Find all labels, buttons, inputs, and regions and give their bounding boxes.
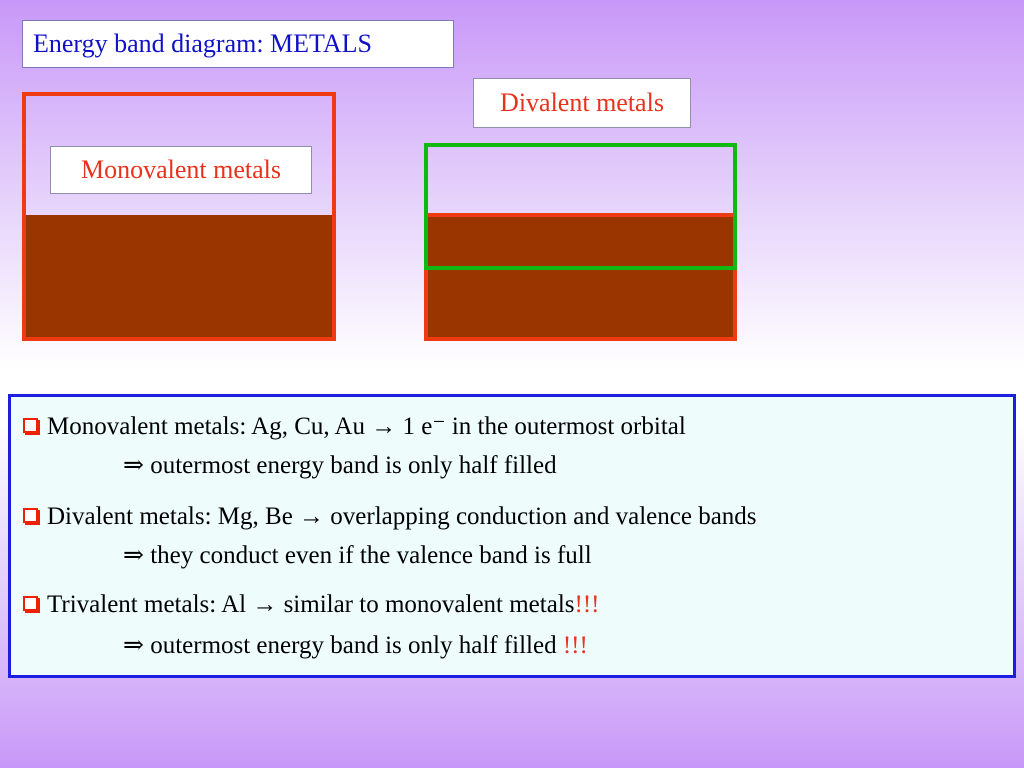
checkbox-bullet-icon [23, 596, 38, 611]
list-item [23, 411, 686, 441]
item-subtext: ⇒ outermost energy band is only half filled [123, 632, 563, 659]
list-subitem [123, 450, 557, 480]
item-text: Trivalent metals: Al → similar to monovalent metals [47, 591, 575, 618]
monovalent-label: Monovalent metals [50, 146, 312, 194]
list-subitem [123, 540, 592, 570]
info-box [8, 394, 1016, 678]
monovalent-band-outline [22, 92, 336, 341]
divalent-conduction-band-outline [424, 143, 737, 270]
item-text: Divalent metals: Mg, Be → overlapping conduction and valence bands [47, 503, 757, 530]
emphasis-text: !!! [574, 591, 600, 618]
item-subtext: ⇒ outermost energy band is only half filled [123, 452, 557, 479]
list-item [23, 591, 599, 619]
item-subtext: ⇒ they conduct even if the valence band is full [123, 542, 592, 569]
slide-title: Energy band diagram: METALS [22, 20, 454, 68]
list-item [23, 503, 757, 531]
item-text: Monovalent metals: Ag, Cu, Au → 1 e⁻ in the outermost orbital [47, 413, 686, 440]
list-subitem [123, 630, 588, 660]
checkbox-bullet-icon [23, 508, 38, 523]
checkbox-bullet-icon [23, 418, 38, 433]
divalent-label: Divalent metals [473, 78, 691, 128]
emphasis-text: !!! [562, 632, 588, 659]
